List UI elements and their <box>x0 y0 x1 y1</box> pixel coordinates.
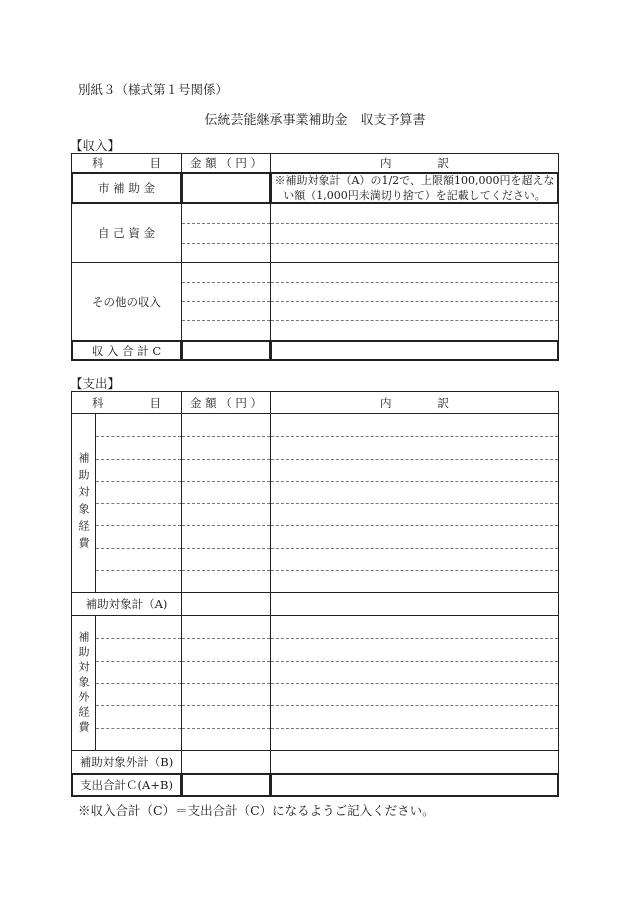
expense-table <box>71 391 559 797</box>
other-income-amount[interactable] <box>182 263 271 341</box>
eligible-total-label: 補助対象計（A) <box>72 593 182 616</box>
expense-row-eligible-total <box>72 593 559 616</box>
own-funds-label: 自 己 資 金 <box>72 204 182 263</box>
city-subsidy-label: 市 補 助 金 <box>72 173 182 204</box>
other-income-detail[interactable] <box>271 263 559 341</box>
city-subsidy-note-line2: い額（1,000円未満切り捨て）を記載してください。 <box>283 189 546 202</box>
ineligible-amount[interactable] <box>182 616 271 751</box>
income-total-amount[interactable] <box>182 341 271 361</box>
eligible-amount[interactable] <box>182 414 271 593</box>
own-funds-detail[interactable] <box>271 204 559 263</box>
income-row-city-subsidy <box>72 173 559 204</box>
expense-row-ineligible <box>72 616 559 751</box>
expense-row-ineligible-total <box>72 751 559 774</box>
eligible-total-amount[interactable] <box>182 593 271 616</box>
income-table <box>71 153 559 361</box>
income-row-total <box>72 341 559 361</box>
expense-total-detail[interactable] <box>271 774 559 797</box>
own-funds-amount[interactable] <box>182 204 271 263</box>
expense-header-item: 科 目 <box>72 392 182 414</box>
ineligible-item-name[interactable] <box>96 616 182 751</box>
ineligible-total-amount[interactable] <box>182 751 271 774</box>
income-row-other <box>72 263 559 341</box>
income-row-own-funds <box>72 204 559 263</box>
income-heading: 【収入】 <box>70 138 121 153</box>
eligible-label-text: 補助対象経費 <box>77 452 91 554</box>
income-header-item: 科 目 <box>72 154 182 173</box>
income-total-detail[interactable] <box>271 341 559 361</box>
ineligible-label <box>72 616 96 751</box>
city-subsidy-note-line1: ※補助対象計（A）の1/2で、上限額100,000円を超えな <box>274 174 555 187</box>
city-subsidy-note <box>271 173 559 204</box>
expense-header-row <box>72 392 559 414</box>
expense-row-eligible <box>72 414 559 593</box>
other-income-label: その他の収入 <box>72 263 182 341</box>
eligible-label <box>72 414 96 593</box>
expense-header-amount: 金 額 （ 円 ） <box>182 392 271 414</box>
city-subsidy-amount[interactable] <box>182 173 271 204</box>
income-total-label: 収 入 合 計 C <box>72 341 182 361</box>
eligible-total-detail[interactable] <box>271 593 559 616</box>
eligible-detail[interactable] <box>271 414 559 593</box>
footnote: ※収入合計（C）＝支出合計（C）になるようご記入ください。 <box>78 803 435 818</box>
income-header-row <box>72 154 559 173</box>
ineligible-total-label: 補助対象外計（B) <box>72 751 182 774</box>
eligible-item-name[interactable] <box>96 414 182 593</box>
expense-total-label: 支出合計Ｃ(A+B) <box>72 774 182 797</box>
ineligible-detail[interactable] <box>271 616 559 751</box>
document-reference: 別紙３（様式第１号関係） <box>78 82 229 97</box>
ineligible-total-detail[interactable] <box>271 751 559 774</box>
income-header-amount: 金 額 （ 円 ） <box>182 154 271 173</box>
expense-heading: 【支出】 <box>70 376 121 391</box>
document-title: 伝統芸能継承事業補助金 収支予算書 <box>204 113 426 128</box>
expense-row-total <box>72 774 559 797</box>
income-header-detail: 内 訳 <box>271 154 559 173</box>
expense-header-detail: 内 訳 <box>271 392 559 414</box>
ineligible-label-text: 補助対象外経費 <box>77 630 91 736</box>
expense-total-amount[interactable] <box>182 774 271 797</box>
